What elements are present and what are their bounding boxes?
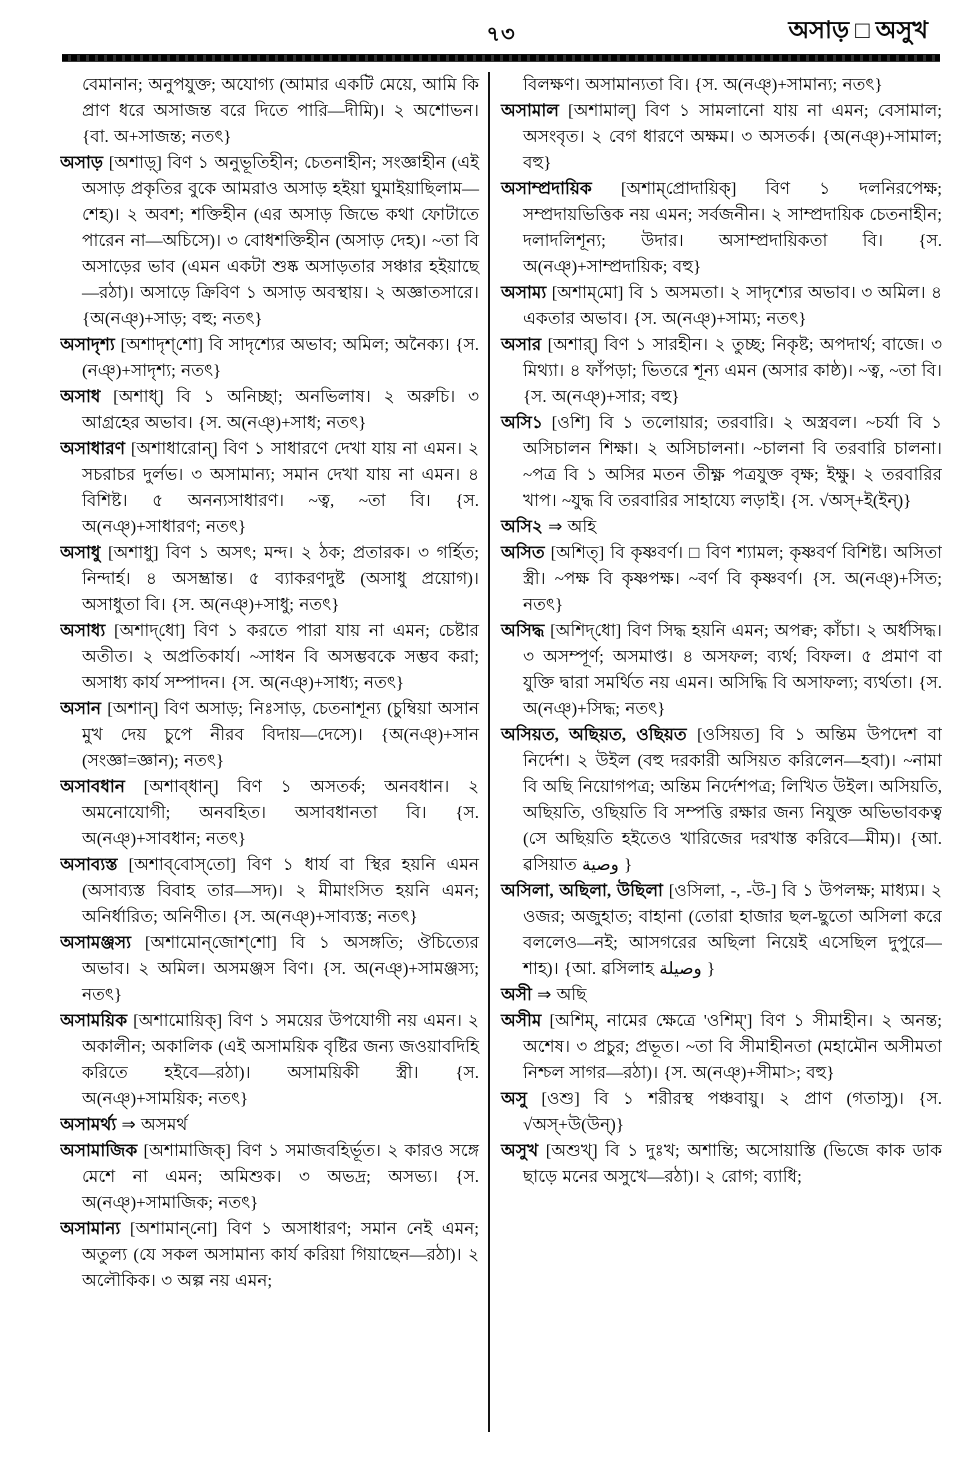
entry-body: [অশাদৃশ্‌শো] বি সাদৃশ্যের অভাব; অমিল; অনৈক্য। {স. (নঞ্)+সাদৃশ্য; নতৎ}	[82, 335, 479, 380]
dictionary-entry	[60, 930, 479, 1008]
entry-body: [অশাম্‌প্রোদায়িক্] বিণ ১ দলনিরপেক্ষ; সম্প্রদায়ভিত্তিক নয় এমন; সর্বজনীন। ২ সাম্প্রদায়িক চেতনাহীন; দলাদলিশূন্য; উদার। অসাম্প্রদায়িকতা বি। {স. অ(নঞ্)+সাম্প্রদায়িক; বহু}	[523, 179, 942, 276]
entry-headword: অসিয়ত, অছিয়ত, ওছিয়ত	[501, 725, 687, 744]
entry-body: [অশিত্] বি কৃষ্ণবর্ণ। □ বিণ শ্যামল; কৃষ্ণবর্ণ বিশিষ্ট। অসিতা স্ত্রী। ~পক্ষ বি কৃষ্ণপক্ষ। ~বর্ণ বি কৃষ্ণবর্ণ। {স. অ(নঞ্)+সিত; নতৎ}	[523, 543, 942, 614]
entry-headword: অসাড়	[60, 153, 104, 172]
entry-body: [অশাধারোন্] বিণ ১ সাধারণে দেখা যায় না এমন। ২ সচরাচর দুর্লভ। ৩ অসামান্য; সমান দেখা যায় না এমন। ৪ বিশিষ্ট। ৫ অনন্যসাধারণ। ~ত্ব, ~তা বি। {স. অ(নঞ্)+সাধারণ; নতৎ}	[82, 439, 479, 536]
entry-headword: অসি২	[501, 517, 543, 536]
dictionary-entry	[60, 852, 479, 930]
entry-body: [অশাব্‌ধান্] বিণ ১ অসতর্ক; অনবধান। ২ অমনোযোগী; অনবহিত। অসাবধানতা বি। {স. অ(নঞ্)+সাবধান; নতৎ}	[82, 777, 479, 848]
dictionary-entry	[60, 1138, 479, 1216]
entry-headword: অসী	[501, 985, 532, 1004]
entry-headword: অসিলা, অছিলা, উছিলা	[501, 881, 663, 900]
entry-body: [অশাড়্] বিণ ১ অনুভূতিহীন; চেতনাহীন; সংজ্ঞাহীন (এই অসাড় প্রকৃতির বুকে আমরাও অসাড় হইয়া ঘুমাইয়াছিলাম—শেহ)। ২ অবশ; শক্তিহীন (এর অসাড় জিভে কথা ফোটাতে পারেন না—অচিসে)। ৩ বোধশক্তিহীন (অসাড় দেহ)। ~তা বি অসাড়ের ভাব (এমন একটা শুষ্ক অসাড়তার সঞ্চার হইয়াছে—রঠা)। অসাড়ে ক্রিবিণ ১ অসাড় অবস্থায়। ২ অজ্ঞাতসারে। {অ(নঞ্)+সাড়; বহু; নতৎ}	[82, 153, 480, 328]
entry-body: [অশামান্‌নো] বিণ ১ অসাধারণ; সমান নেই এমন; অতুল্য (যে সকল অসামান্য কার্য করিয়া গিয়াছেন—রঠা)। ২ অলৌকিক। ৩ অল্প নয় এমন;	[82, 1219, 479, 1290]
entry-headword: অসামঞ্জস্য	[60, 933, 132, 952]
dictionary-entry	[60, 150, 479, 332]
entry-headword: অসাদৃশ্য	[60, 335, 115, 354]
entry-body: [অশান্] বিণ অসাড়; নিঃসাড়, চেতনাশূন্য (চুম্বিয়া অসান মুখ দেয় চুপে নীরব বিদায়—দেসে)। {অ(নঞ্)+সান (সংজ্ঞা=জ্ঞান); নতৎ}	[82, 699, 479, 770]
dictionary-entry	[60, 618, 479, 696]
left-column	[60, 72, 488, 1432]
entry-body: [অশুখ্] বি ১ দুঃখ; অশান্তি; অসোয়াস্তি (ভিজে কাক ডাক ছাড়ে মনের অসুখে—রঠা)। ২ রোগ; ব্যাধি;	[523, 1141, 942, 1186]
dictionary-entry	[60, 540, 479, 618]
dictionary-entry	[60, 72, 479, 150]
entry-body: ⇒ অহি	[548, 517, 597, 536]
dictionary-entry	[60, 436, 479, 540]
dictionary-entry	[501, 98, 942, 176]
dictionary-entry	[501, 72, 942, 98]
entry-body: [অশামাল্] বিণ ১ সামলানো যায় না এমন; বেসামাল; অসংবৃত। ২ বেগ ধারণে অক্ষম। ৩ অসতর্ক। {অ(নঞ্)+সামাল; বহু}	[523, 101, 942, 172]
entry-headword: অসামাজিক	[60, 1141, 138, 1160]
dictionary-entry	[501, 1086, 942, 1138]
entry-headword: অসাধ্য	[60, 621, 106, 640]
dictionary-entry	[501, 176, 942, 280]
dictionary-entry	[60, 332, 479, 384]
dictionary-entry	[501, 982, 942, 1008]
entry-headword: অসাবধান	[60, 777, 125, 796]
entry-body: [ওশু] বি ১ শরীরস্থ পঞ্চবায়ু। ২ প্রাণ (গতাসু)। {স. √অস্+উ(উন্)}	[523, 1089, 942, 1134]
entry-body: [অশামাজিক্] বিণ ১ সমাজবহির্ভূত। ২ কারও সঙ্গে মেশে না এমন; অমিশুক। ৩ অভদ্র; অসভ্য। {স. অ(নঞ্)+সামাজিক; নতৎ}	[82, 1141, 480, 1212]
entry-headword: অসীম	[501, 1011, 542, 1030]
entry-headword: অসামান্য	[60, 1219, 121, 1238]
entry-headword: অসান	[60, 699, 102, 718]
entry-body: [ওশি] বি ১ তলোয়ার; তরবারি। ২ অস্ত্রবল। ~চর্যা বি ১ অসিচালন শিক্ষা। ২ অসিচালনা। ~চালনা বি তরবারি চালনা। ~পত্র বি ১ অসির মতন তীক্ষ্ণ পত্রযুক্ত বৃক্ষ; ইক্ষু। ২ তরবারির খাপ। ~যুদ্ধ বি তরবারির সাহায্যে লড়াই। {স. √অস্+ই(ইন্)}	[523, 413, 942, 510]
entry-headword: অসাধারণ	[60, 439, 125, 458]
dictionary-entry	[60, 1112, 479, 1138]
entry-headword: অসাম্প্রদায়িক	[501, 179, 592, 198]
entry-headword: অসাধ	[60, 387, 101, 406]
dictionary-entry	[501, 618, 942, 722]
dictionary-entry	[501, 1008, 942, 1086]
page-header	[60, 8, 942, 52]
entry-body: [অশাম্‌মো] বি ১ অসমতা। ২ সাদৃশ্যের অভাব। ৩ অমিল। ৪ একতার অভাব। {স. অ(নঞ্)+সাম্য; নতৎ}	[523, 283, 942, 328]
entry-body: ⇒ অছি	[537, 985, 587, 1004]
entry-headword: অসাব্যস্ত	[60, 855, 118, 874]
page-body	[60, 72, 942, 1432]
entry-body: [অশাধ্] বি ১ অনিচ্ছা; অনভিলাষ। ২ অরুচি। ৩ আগ্রহের অভাব। {স. অ(নঞ্)+সাধ; নতৎ}	[82, 387, 479, 432]
entry-headword: অসিদ্ধ	[501, 621, 545, 640]
entry-body: [অশাদ্‌ধো] বিণ ১ করতে পারা যায় না এমন; চেষ্টার অতীত। ২ অপ্রতিকার্য। ~সাধন বি অসম্ভবকে সম্ভব করা; অসাধ্য কার্য সম্পাদন। {স. অ(নঞ্)+সাধ্য; নতৎ}	[82, 621, 480, 692]
header-rule	[62, 54, 940, 62]
dictionary-entry	[501, 722, 942, 878]
page-number: ৭৩	[486, 22, 516, 46]
right-column	[488, 72, 942, 1432]
entry-headword: অসাময়িক	[60, 1011, 128, 1030]
entry-headword: অসামাল	[501, 101, 559, 120]
entry-body: ⇒ অসমর্থ	[121, 1115, 188, 1134]
entry-body: বেমানান; অনুপযুক্ত; অযোগ্য (আমার একটি মেয়ে, আমি কি প্রাণ ধরে অসাজন্ত বরে দিতে পারি—দীমি)। ২ অশোভন। {বা. অ+সাজন্ত; নতৎ}	[82, 75, 479, 146]
dictionary-entry	[60, 1216, 479, 1294]
entry-body: [ওসিয়ত] বি ১ অন্তিম উপদেশ বা নির্দেশ। ২ উইল (বহু দরকারী অসিয়ত করিলেন—হবা)। ~নামা বি অছি নিয়োগপত্র; অন্তিম নির্দেশপত্র; লিখিত উইল। অসিয়তি, অছিয়তি, ওছিয়তি বি সম্পত্তি রক্ষার জন্য নিযুক্ত অভিভাবকত্ব (সে অছিয়তি হইতেও খারিজের দরখাস্ত করিবে—মীম)। {আ. ৱসিয়াত وصية }	[523, 725, 942, 874]
dictionary-entry	[501, 1138, 942, 1190]
entry-body: [অশাব্‌বোস্‌তো] বিণ ১ ধার্য বা স্থির হয়নি এমন (অসাব্যস্ত বিবাহ তার—সদ)। ২ মীমাংসিত হয়নি এমন; অনির্ধারিত; অনিণীত। {স. অ(নঞ্)+সাব্যস্ত; নতৎ}	[82, 855, 479, 926]
entry-body: [অশার্] বিণ ১ সারহীন। ২ তুচ্ছ; নিকৃষ্ট; অপদার্থ; বাজে। ৩ মিথ্যা। ৪ ফাঁপড়া; ভিতরে শূন্য এমন (অসার কাষ্ঠ)। ~ত্ব, ~তা বি। {স. অ(নঞ্)+সার; বহু}	[523, 335, 942, 406]
entry-body: [অশিম্, নামের ক্ষেত্রে 'ওশিম্'] বিণ ১ সীমাহীন। ২ অনন্ত; অশেষ। ৩ প্রচুর; প্রভূত। ~তা বি সীমাহীনতা (মহামৌন অসীমতা নিশ্চল সাগর—রঠা)। {স. অ(নঞ্)+সীমা>; বহু}	[523, 1011, 942, 1082]
entry-headword: অসু	[501, 1089, 527, 1108]
dictionary-entry	[501, 540, 942, 618]
entry-headword: অসি১	[501, 413, 543, 432]
entry-headword: অসার	[501, 335, 542, 354]
dictionary-entry	[501, 280, 942, 332]
dictionary-entry	[501, 332, 942, 410]
dictionary-entry	[501, 878, 942, 982]
dictionary-entry	[60, 384, 479, 436]
entry-body: [অশামোয়িক্] বিণ ১ সময়ের উপযোগী নয় এমন। ২ অকালীন; অকালিক (এই অসাময়িক বৃষ্টির জন্য জওয়াবদিহি করিতে হইবে—রঠা)। অসাময়িকী স্ত্রী। {স. অ(নঞ্)+সাময়িক; নতৎ}	[82, 1011, 479, 1108]
entry-headword: অসামর্থ্য	[60, 1115, 117, 1134]
entry-body: [অশিদ্‌ধো] বিণ সিদ্ধ হয়নি এমন; অপক্ব; কাঁচা। ২ অর্ধসিদ্ধ। ৩ অসম্পূর্ণ; অসমাপ্ত। ৪ অসফল; ব্যর্থ; বিফল। ৫ প্রমাণ বা যুক্তি দ্বারা সমর্থিত নয় এমন। অসিদ্ধি বি অসাফল্য; ব্যর্থতা। {স. অ(নঞ্)+সিদ্ধ; নতৎ}	[523, 621, 942, 718]
dictionary-entry	[60, 1008, 479, 1112]
entry-headword: অসাধু	[60, 543, 101, 562]
entry-body: [অশাধু] বিণ ১ অসৎ; মন্দ। ২ ঠক; প্রতারক। ৩ গর্হিত; নিন্দার্হ। ৪ অসম্ভ্রান্ত। ৫ ব্যাকরণদুষ্ট (অসাধু প্রয়োগ)। অসাধুতা বি। {স. অ(নঞ্)+সাধু; নতৎ}	[82, 543, 480, 614]
entry-body: [অশামোন্‌জোশ্‌শো] বি ১ অসঙ্গতি; ঔচিত্যের অভাব। ২ অমিল। অসমঞ্জস বিণ। {স. অ(নঞ্)+সামঞ্জস্য; নতৎ}	[82, 933, 480, 1004]
dictionary-entry	[501, 410, 942, 514]
entry-headword: অসুখ	[501, 1141, 539, 1160]
entry-headword: অসাম্য	[501, 283, 547, 302]
entry-body: বিলক্ষণ। অসামান্যতা বি। {স. অ(নঞ্)+সামান্য; নতৎ}	[523, 75, 883, 94]
entry-body: [ওসিলা, -, -উ-] বি ১ উপলক্ষ; মাধ্যম। ২ ওজর; অজুহাত; বাহানা (তোরা হাজার ছল-ছুতো অসিলা করে বললেও—নই; আসগরের অছিলা নিয়েই এসেছিল দুপুরে—শাহ)। {আ. ৱসিলাহ وصيلة }	[523, 881, 942, 978]
entry-headword: অসিত	[501, 543, 545, 562]
dictionary-entry	[60, 774, 479, 852]
dictionary-entry	[60, 696, 479, 774]
guide-words: অসাড় □ অসুখ	[788, 18, 928, 44]
dictionary-entry	[501, 514, 942, 540]
